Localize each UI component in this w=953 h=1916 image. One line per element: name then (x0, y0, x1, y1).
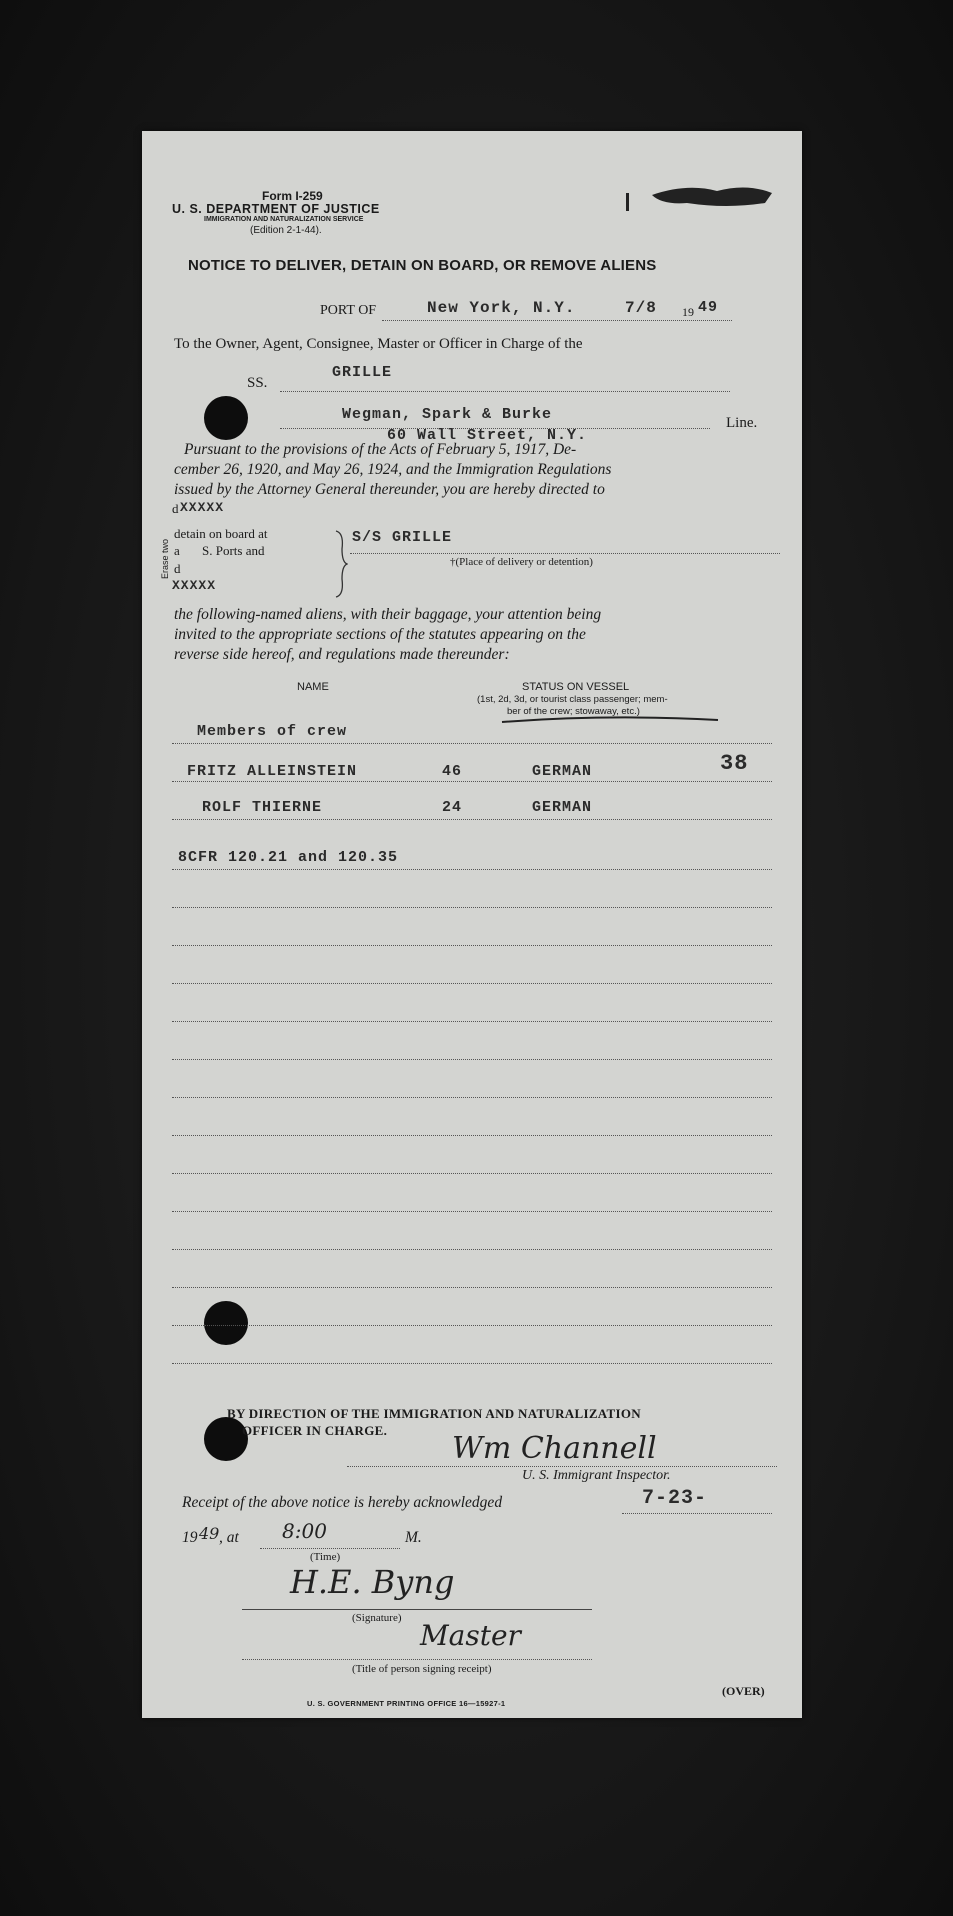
form-title: NOTICE TO DELIVER, DETAIN ON BOARD, OR REMOVE ALIENS (188, 257, 657, 274)
direction-line-2: OFFICER IN CHARGE. (242, 1423, 388, 1438)
pursuant-line-3: issued by the Attorney General thereunder, you are hereby directed to (174, 481, 605, 498)
strikeout-deliver: XXXXX (180, 500, 225, 515)
receipt-date: 7-23- (642, 1487, 708, 1510)
form-number: Form I-259 (262, 189, 323, 203)
following-line-1: the following-named aliens, with their baggage, your attention being (174, 606, 602, 623)
line-label: Line. (726, 415, 758, 431)
pursuant-line-2: cember 26, 1920, and May 26, 1924, and the Immigration Regulations (174, 461, 612, 478)
title-caption: (Title of person signing receipt) (352, 1663, 492, 1675)
port-label: PORT OF (320, 303, 377, 318)
port-year: 49 (698, 299, 719, 316)
line-company: Wegman, Spark & Burke (342, 406, 553, 423)
inspector-signature: Wm Channell (452, 1431, 657, 1466)
entry-regulation: 8CFR 120.21 and 120.35 (178, 849, 399, 866)
column-name-header: NAME (297, 681, 329, 693)
option-detain: detain on board at (174, 526, 268, 541)
vessel-name: GRILLE (332, 364, 393, 381)
receipt-text: Receipt of the above notice is hereby acknowledged (182, 1494, 503, 1511)
year-prefix: 19 (682, 305, 694, 319)
signature-caption: (Signature) (352, 1612, 402, 1624)
port-value: New York, N.Y. (427, 299, 576, 317)
service-name: IMMIGRATION AND NATURALIZATION SERVICE (204, 216, 364, 223)
margin-mark: 38 (720, 751, 749, 776)
form-document (142, 131, 802, 1718)
edition: (Edition 2-1-44). (250, 225, 322, 236)
time-caption: (Time) (310, 1551, 341, 1563)
punch-hole (204, 1301, 248, 1345)
option-detain-ports: S. Ports and (202, 543, 265, 558)
entry-name-2: ROLF THIERNE (202, 799, 323, 816)
entry-nationality-2: GERMAN (532, 799, 593, 816)
direction-line-1: BY DIRECTION OF THE IMMIGRATION AND NATURALIZATION (227, 1406, 641, 1421)
entry-nationality-1: GERMAN (532, 763, 593, 780)
status-note-2: ber of the crew; stowaway, etc.) (507, 706, 640, 717)
line-address: 60 Wall Street, N.Y. (387, 427, 588, 444)
option-deliver-prefix: d (172, 501, 179, 516)
status-note-1: (1st, 2d, 3d, or tourist class passenger; mem- (477, 694, 668, 705)
addressee-text: To the Owner, Agent, Consignee, Master or Officer in Charge of the (174, 336, 583, 352)
over-label: (OVER) (722, 1684, 765, 1698)
following-line-3: reverse side hereof, and regulations made thereunder: (174, 646, 510, 663)
strikeout-deport: XXXXX (172, 578, 217, 593)
printer-line: U. S. GOVERNMENT PRINTING OFFICE 16—15927-1 (307, 1699, 506, 1708)
receipt-at: , at (219, 1529, 239, 1546)
entry-age-2: 24 (442, 799, 463, 816)
option-detain-prefix: a (174, 543, 180, 558)
place-caption: †(Place of delivery or detention) (450, 556, 593, 568)
receipt-year: 49 (199, 1524, 220, 1543)
port-date: 7/8 (625, 299, 657, 317)
underline-mark (500, 716, 720, 728)
stamp-mark (647, 179, 777, 209)
entry-name-1: FRITZ ALLEINSTEIN (187, 763, 358, 780)
erase-note: Erase two (160, 538, 170, 579)
punch-hole (204, 396, 248, 440)
department-name: U. S. DEPARTMENT OF JUSTICE (172, 202, 380, 216)
receipt-signature: H.E. Byng (290, 1563, 455, 1601)
tick-mark (626, 193, 629, 211)
vessel-label: SS. (247, 375, 268, 391)
following-line-2: invited to the appropriate sections of the statutes appearing on the (174, 626, 586, 643)
option-brace (332, 529, 348, 599)
entry-members-of-crew: Members of crew (197, 723, 348, 740)
receipt-year-prefix: 19 (182, 1529, 198, 1546)
receipt-m: M. (405, 1529, 422, 1546)
place-value: S/S GRILLE (352, 529, 453, 546)
inspector-title: U. S. Immigrant Inspector. (522, 1468, 671, 1483)
entry-age-1: 46 (442, 763, 463, 780)
receipt-time: 8:00 (282, 1519, 327, 1543)
pursuant-line-1: Pursuant to the provisions of the Acts of February 5, 1917, De- (184, 441, 577, 458)
receipt-title: Master (420, 1619, 521, 1652)
option-deport-prefix: d (174, 561, 181, 576)
column-status-header: STATUS ON VESSEL (522, 681, 630, 693)
